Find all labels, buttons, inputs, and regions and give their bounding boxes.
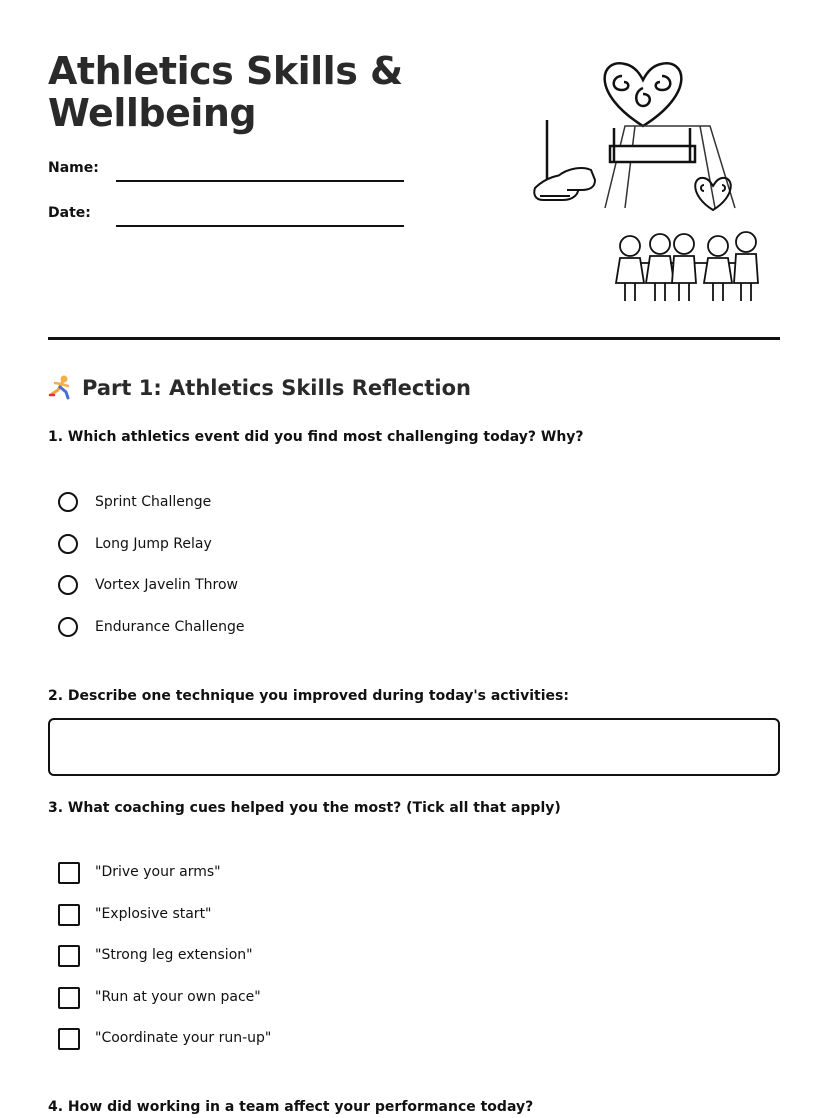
- question-2: 2. Describe one technique you improved during today's activities:: [48, 688, 569, 704]
- checkbox[interactable]: [58, 904, 80, 926]
- option-label: "Coordinate your run-up": [95, 1030, 272, 1046]
- checkbox[interactable]: [58, 987, 80, 1009]
- part1-title: Part 1: Athletics Skills Reflection: [82, 376, 471, 400]
- checkbox[interactable]: [58, 862, 80, 884]
- radio-button[interactable]: [58, 492, 78, 512]
- section-divider: [48, 337, 780, 340]
- date-input-line[interactable]: [116, 225, 404, 227]
- name-label: Name:: [48, 160, 99, 176]
- children-holding-hands-icon: [616, 232, 758, 301]
- question-3: 3. What coaching cues helped you the most? (Tick all that apply): [48, 800, 561, 816]
- option-label: "Run at your own pace": [95, 989, 261, 1005]
- track-icon: [605, 126, 735, 208]
- option-label: Vortex Javelin Throw: [95, 577, 239, 593]
- option-label: "Explosive start": [95, 906, 212, 922]
- question-4: 4. How did working in a team affect your performance today?: [48, 1099, 534, 1115]
- date-label: Date:: [48, 205, 91, 221]
- option-label: Long Jump Relay: [95, 536, 212, 552]
- option-label: "Strong leg extension": [95, 947, 253, 963]
- q2-answer-box[interactable]: [48, 718, 780, 776]
- radio-button[interactable]: [58, 575, 78, 595]
- athletics-clipart: [530, 58, 770, 308]
- option-label: "Drive your arms": [95, 864, 221, 880]
- page-title: Athletics Skills & Wellbeing: [48, 49, 403, 135]
- checkbox[interactable]: [58, 945, 80, 967]
- name-input-line[interactable]: [116, 180, 404, 182]
- heart-koru-icon: [605, 63, 682, 126]
- checkbox[interactable]: [58, 1028, 80, 1050]
- radio-button[interactable]: [58, 617, 78, 637]
- option-label: Endurance Challenge: [95, 619, 245, 635]
- part1-heading: [48, 374, 471, 400]
- option-label: Sprint Challenge: [95, 494, 212, 510]
- question-1: 1. Which athletics event did you find most challenging today? Why?: [48, 429, 584, 445]
- radio-button[interactable]: [58, 534, 78, 554]
- runner-icon: [48, 374, 74, 400]
- running-shoes-icon: [534, 168, 595, 200]
